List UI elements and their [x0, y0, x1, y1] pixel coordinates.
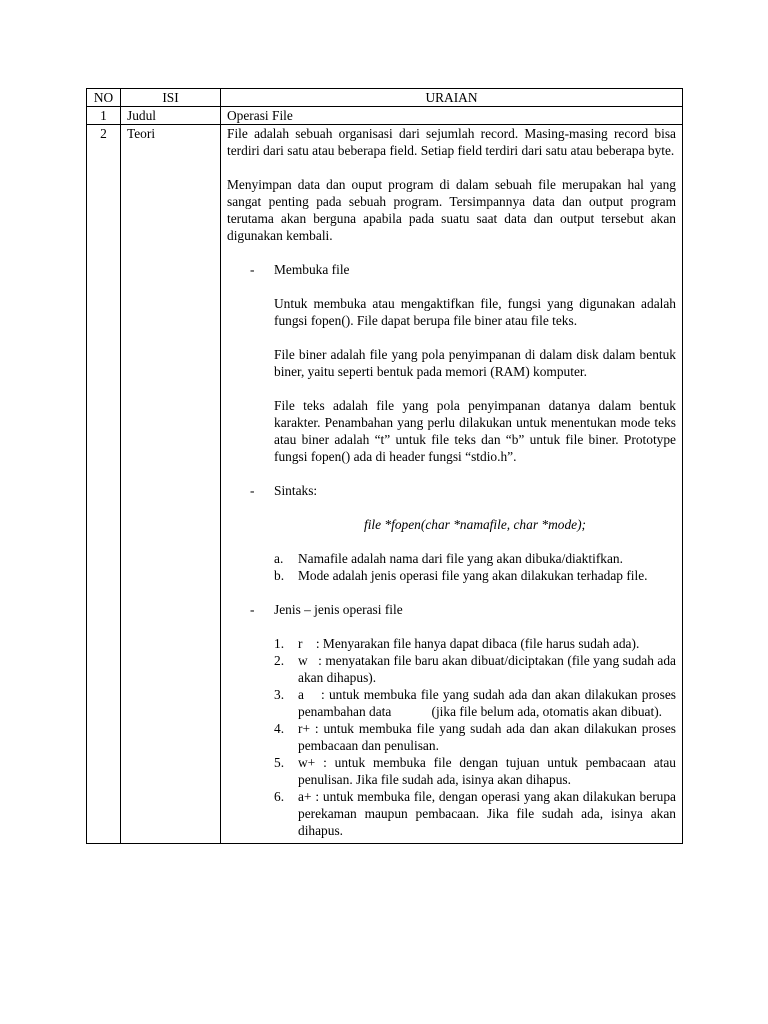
dash-marker: - [250, 483, 255, 498]
list-marker: a. [274, 551, 284, 566]
list-item [227, 550, 676, 567]
list-marker: 4. [274, 721, 285, 736]
row2-uraian [221, 125, 697, 844]
header-uraian: URAIAN [221, 89, 683, 107]
list-text: Mode adalah jenis operasi file yang akan dilakukan terhadap file. [298, 568, 648, 583]
list-marker: 5. [274, 755, 285, 770]
document-table [86, 88, 697, 844]
list-text: r+ : untuk membuka file yang sudah ada dan akan dilakukan proses pembacaan dan penulisan. [298, 721, 680, 753]
paragraph: File biner adalah file yang pola penyimpanan di dalam disk dalam bentuk biner, yaitu seperti bentuk pada memori (RAM) komputer. [274, 347, 676, 379]
header-isi: ISI [121, 89, 221, 107]
list-item [227, 567, 676, 584]
list-marker: 2. [274, 653, 285, 668]
row2-no: 2 [87, 125, 121, 844]
list-marker: 1. [274, 636, 285, 651]
paragraph: Untuk membuka atau mengaktifkan file, fungsi yang digunakan adalah fungsi fopen(). File dapat berupa file biner atau file teks. [274, 296, 676, 328]
sintaks-list [227, 550, 676, 584]
list-item [227, 754, 680, 788]
list-text: a : untuk membuka file yang sudah ada dan akan dilakukan proses penambahan data (jika file belum ada, otomatis akan dibuat). [298, 687, 680, 719]
list-item [227, 635, 676, 652]
jenis-list [227, 635, 697, 839]
section-heading [227, 482, 676, 499]
table-row [87, 107, 683, 125]
header-no: NO [87, 89, 121, 107]
section-title: Sintaks: [274, 483, 318, 498]
section-heading [227, 601, 676, 618]
table-row [87, 125, 683, 844]
list-marker: 6. [274, 789, 285, 804]
list-item [227, 720, 680, 754]
list-text: a+ : untuk membuka file, dengan operasi yang akan dilakukan berupa perekaman maupun pembacaan. Jika file sudah ada, isinya akan dihapus. [298, 789, 697, 838]
section-title: Membuka file [274, 262, 350, 277]
row1-isi: Judul [121, 107, 221, 125]
list-item [227, 686, 680, 720]
list-marker: b. [274, 568, 285, 583]
paragraph: File adalah sebuah organisasi dari sejumlah record. Masing-masing record bisa terdiri dari satu atau beberapa field. Setiap field terdiri dari satu atau beberapa byte. [227, 126, 676, 158]
list-item [227, 788, 697, 839]
header-row [87, 89, 683, 107]
row2-isi: Teori [121, 125, 221, 844]
list-text: Namafile adalah nama dari file yang akan dibuka/diaktifkan. [298, 551, 623, 566]
paragraph: Menyimpan data dan ouput program di dalam sebuah file merupakan hal yang sangat penting pada sebuah program. Tersimpannya data dan output program terutama akan berguna apabila pada suatu saat data dan output tersebut akan digunakan kembali. [227, 177, 676, 243]
list-text: w+ : untuk membuka file dengan tujuan untuk pembacaan atau penulisan. Jika file sudah ada, isinya akan dihapus. [298, 755, 680, 787]
list-text: r : Menyarakan file hanya dapat dibaca (file harus sudah ada). [298, 636, 640, 651]
dash-marker: - [250, 262, 255, 277]
row1-uraian: Operasi File [221, 107, 683, 125]
list-item [227, 652, 680, 686]
paragraph: File teks adalah file yang pola penyimpanan datanya dalam bentuk karakter. Penambahan yang perlu dilakukan untuk menentukan mode teks atau biner adalah “t” untuk file teks dan “b” untuk file biner. Prototype fungsi fopen() ada di header fungsi “stdio.h”. [274, 398, 676, 464]
section-heading [227, 261, 676, 278]
list-marker: 3. [274, 687, 285, 702]
row1-no: 1 [87, 107, 121, 125]
syntax-formula: file *fopen(char *namafile, char *mode); [363, 517, 586, 532]
list-text: w : menyatakan file baru akan dibuat/diciptakan (file yang sudah ada akan dihapus). [298, 653, 680, 685]
section-title: Jenis – jenis operasi file [274, 602, 403, 617]
dash-marker: - [250, 602, 255, 617]
